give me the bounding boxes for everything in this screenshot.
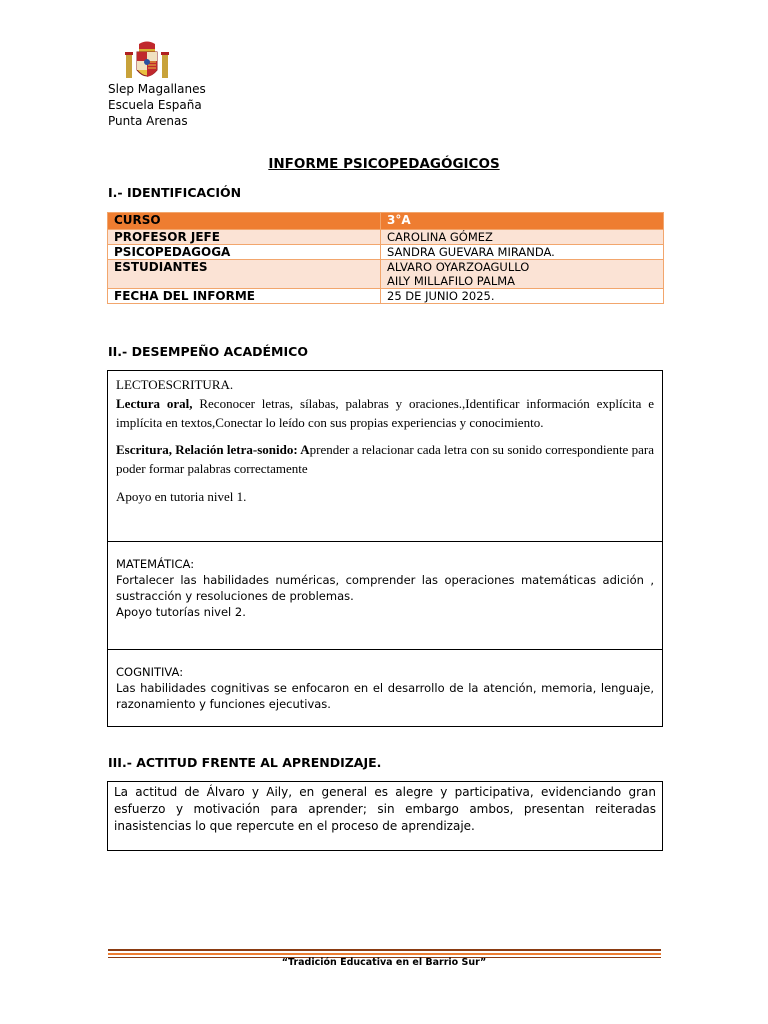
lecto-support: Apoyo en tutoria nivel 1. bbox=[116, 489, 247, 504]
lecto-p1-text: Reconocer letras, sílabas, palabras y oraciones.,Identificar información explícita e implícita en textos,Conectar lo leído con sus propias experiencias y conocimiento. bbox=[116, 396, 654, 430]
row-label: CURSO bbox=[108, 213, 381, 230]
header-line-2: Escuela España bbox=[108, 98, 202, 112]
footer-motto: “Tradición Educativa en el Barrio Sur” bbox=[281, 957, 487, 968]
row-value: 3°A bbox=[381, 213, 664, 230]
section-actitud: III.- ACTITUD FRENTE AL APRENDIZAJE. bbox=[108, 755, 382, 770]
mate-support: Apoyo tutorías nivel 2. bbox=[116, 605, 246, 619]
row-label: PSICOPEDAGOGA bbox=[108, 245, 381, 260]
row-value bbox=[381, 260, 664, 289]
mate-text: Fortalecer las habilidades numéricas, comprender las operaciones matemáticas adición , sustracción y resoluciones de problemas. bbox=[116, 573, 654, 603]
section-identificacion: I.- IDENTIFICACIÓN bbox=[108, 185, 242, 200]
row-value: CAROLINA GÓMEZ bbox=[381, 230, 664, 245]
table-row bbox=[108, 245, 664, 260]
coat-of-arms-icon bbox=[124, 40, 170, 84]
cogn-heading: COGNITIVA: bbox=[116, 665, 184, 679]
document-title: INFORME PSICOPEDAGÓGICOS bbox=[268, 156, 500, 172]
mate-heading: MATEMÁTICA: bbox=[116, 557, 195, 571]
header-line-1: Slep Magallanes bbox=[108, 82, 206, 96]
row-label: FECHA DEL INFORME bbox=[108, 289, 381, 304]
lecto-p2-text: prender a relacionar cada letra con su sonido correspondiente para poder formar palabras correctamente bbox=[116, 442, 654, 476]
table-row bbox=[108, 230, 664, 245]
lecto-p1-bold: Lectura oral, bbox=[116, 396, 193, 411]
row-label: ESTUDIANTES bbox=[108, 260, 381, 289]
row-value: 25 DE JUNIO 2025. bbox=[381, 289, 664, 304]
row-label: PROFESOR JEFE bbox=[108, 230, 381, 245]
matematica-box bbox=[107, 541, 663, 650]
lecto-paragraph-1 bbox=[116, 394, 654, 432]
lecto-p2-bold: Escritura, Relación letra-sonido: A bbox=[116, 442, 310, 457]
actitud-box bbox=[107, 781, 663, 851]
actitud-text: La actitud de Álvaro y Aily, en general es alegre y participativa, evidenciando gran esfuerzo y motivación para aprender; sin embargo ambos, presentan reiteradas inasistencias lo que repercute en el proceso de aprendizaje. bbox=[114, 785, 656, 833]
student-2: AILY MILLAFILO PALMA bbox=[387, 274, 516, 288]
lecto-heading: LECTOESCRITURA. bbox=[116, 377, 234, 392]
header-line-3: Punta Arenas bbox=[108, 114, 188, 128]
section-desempeno: II.- DESEMPEÑO ACADÉMICO bbox=[108, 344, 308, 359]
table-row bbox=[108, 289, 664, 304]
footer-divider bbox=[108, 953, 661, 955]
table-row bbox=[108, 213, 664, 230]
lectoescritura-box bbox=[107, 370, 663, 542]
cogn-text: Las habilidades cognitivas se enfocaron en el desarrollo de la atención, memoria, lenguaje, razonamiento y funciones ejecutivas. bbox=[116, 681, 654, 711]
footer-divider bbox=[108, 949, 661, 951]
lecto-paragraph-2 bbox=[116, 440, 654, 478]
student-1: ALVARO OYARZOAGULLO bbox=[387, 260, 530, 274]
row-value: SANDRA GUEVARA MIRANDA. bbox=[381, 245, 664, 260]
cognitiva-box bbox=[107, 649, 663, 727]
identification-table bbox=[107, 212, 664, 304]
table-row bbox=[108, 260, 664, 289]
